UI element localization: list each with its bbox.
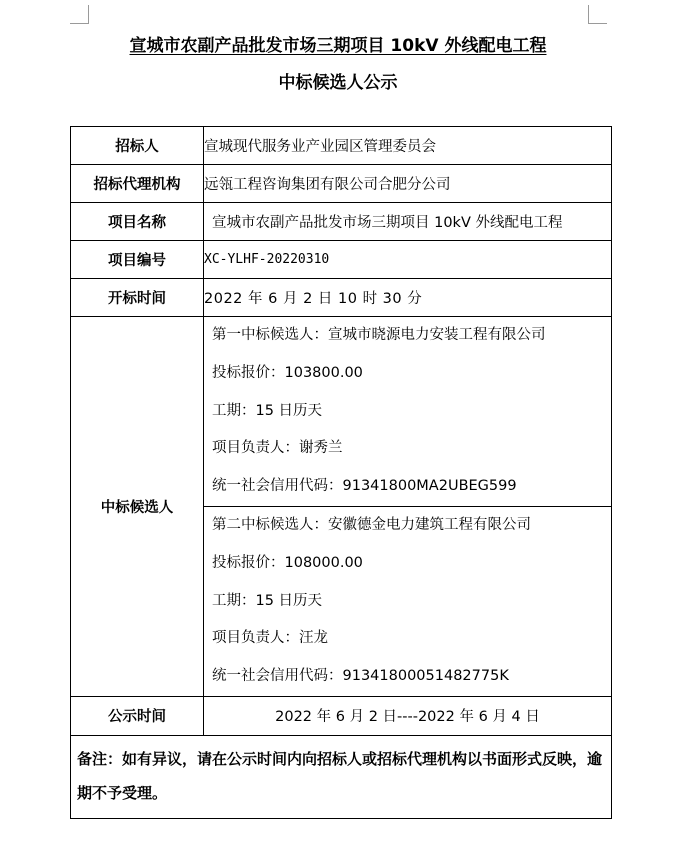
candidate-1-bid: 投标报价：103800.00 [212,364,363,381]
candidate-2-credit-code: 统一社会信用代码：91341800051482775K [212,668,509,685]
row-agency [71,165,612,203]
row-tenderer [71,127,612,165]
document-subtitle: 中标候选人公示 [278,73,398,93]
candidate-1-name: 第一中标候选人：宣城市晓源电力安装工程有限公司 [212,327,546,343]
candidate-2-name: 第二中标候选人：安徽德金电力建筑工程有限公司 [212,516,531,533]
value-project-code: XC-YLHF-20220310 [204,241,612,279]
row-candidate-1 [71,317,612,507]
announcement-table [70,126,612,819]
note-text: 备注：如有异议，请在公示时间内向招标人或招标代理机构以书面形式反映，逾期不予受理。 [71,735,612,818]
row-note [71,735,612,818]
label-tenderer: 招标人 [71,127,204,165]
candidate-2-duration: 工期：15 日历天 [212,592,323,609]
document-title [0,35,676,57]
label-publicity-time: 公示时间 [71,696,204,735]
candidate-2 [204,506,612,696]
candidate-2-bid: 投标报价：108000.00 [212,554,363,571]
row-project-name [71,203,612,241]
label-project-name: 项目名称 [71,203,204,241]
label-agency: 招标代理机构 [71,165,204,203]
label-project-code: 项目编号 [71,241,204,279]
value-publicity-time: 2022 年 6 月 2 日----2022 年 6 月 4 日 [204,696,612,735]
candidate-2-manager: 项目负责人：汪龙 [212,630,328,647]
value-opening-time: 2022 年 6 月 2 日 10 时 30 分 [204,279,612,317]
value-tenderer: 宣城现代服务业产业园区管理委员会 [204,127,612,165]
candidate-1-manager: 项目负责人：谢秀兰 [212,440,343,457]
row-project-code [71,241,612,279]
label-candidates: 中标候选人 [71,317,204,697]
row-opening-time [71,279,612,317]
candidate-1 [204,317,612,507]
value-agency: 远瓴工程咨询集团有限公司合肥分公司 [204,165,612,203]
label-opening-time: 开标时间 [71,279,204,317]
candidate-1-duration: 工期：15 日历天 [212,402,323,419]
value-project-name: 宣城市农副产品批发市场三期项目 10kV 外线配电工程 [204,203,612,241]
document-title-text: 宣城市农副产品批发市场三期项目 10kV 外线配电工程 [129,36,547,56]
page-corner-mark-left [70,5,89,24]
row-publicity-time [71,696,612,735]
page-corner-mark-right [588,5,607,24]
candidate-1-credit-code: 统一社会信用代码：91341800MA2UBEG599 [212,478,517,495]
